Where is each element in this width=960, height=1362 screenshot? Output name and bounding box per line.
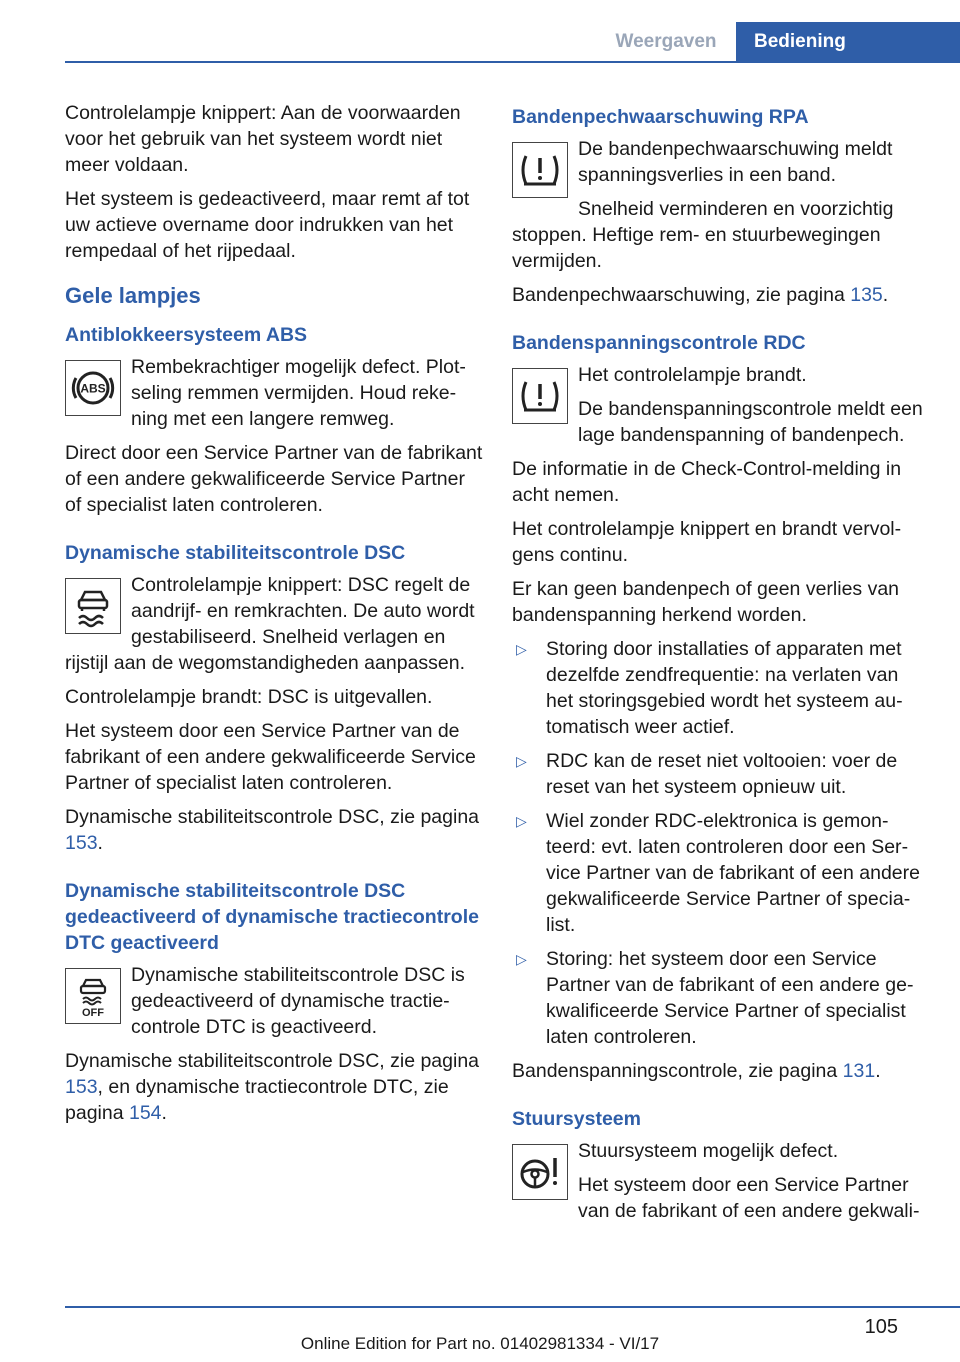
- subsection-title-abs: Antiblokkeersysteem ABS: [65, 324, 308, 346]
- page-link[interactable]: 154: [128, 1102, 162, 1124]
- right-column: [512, 100, 926, 1232]
- subsection-title-rpa: Bandenpechwaarschuwing RPA: [512, 106, 809, 128]
- page-header: [0, 0, 960, 62]
- page-link[interactable]: 135: [850, 284, 883, 306]
- tire-warning-icon: [512, 142, 568, 198]
- dsc-icon: [65, 578, 121, 634]
- paragraph: Het systeem door een Service Partner van de fabrikant of een andere gekwali-: [578, 1174, 920, 1222]
- paragraph: Het systeem is gedeactiveerd, maar remt af tot uw actieve overname door indrukken van het rempedaal of het rijpedaal.: [65, 188, 470, 262]
- edition-footer: Online Edition for Part no. 01402981334 - VI/17: [300, 1334, 660, 1353]
- header-rule: [65, 61, 960, 63]
- triangle-bullet-icon: ▷: [516, 641, 527, 657]
- paragraph: Het systeem door een Service Partner van de fabrikant of een andere gekwalificeerde Service Partner of specialist laten controleren.: [65, 720, 476, 794]
- paragraph: Snelheid verminderen en voorzichtig stoppen. Heftige rem- en stuurbewegingen vermijden.: [512, 198, 894, 272]
- paragraph: Controlelampje knippert: DSC regelt de aandrijf- en remkrachten. De auto wordt gestabiliseerd. Snelheid verlagen en rijstijl aan de wegomstandigheden aanpassen.: [65, 574, 475, 674]
- triangle-bullet-icon: ▷: [516, 753, 527, 769]
- tab-bediening[interactable]: Bediening: [736, 22, 960, 62]
- subsection-title-dsc: Dynamische stabiliteitscontrole DSC: [65, 542, 406, 564]
- steering-warning-icon: [512, 1144, 568, 1200]
- paragraph: De informatie in de Check-Control-melding in acht nemen.: [512, 458, 902, 506]
- triangle-bullet-icon: ▷: [516, 951, 527, 967]
- paragraph: Bandenspanningscontrole, zie pagina 131.: [512, 1060, 881, 1082]
- paragraph: Controlelampje brandt: DSC is uitgevallen.: [65, 686, 433, 708]
- list-item: ▷ Storing: het systeem door een Service Partner van de fabrikant of een andere gekwalificeerde Service Partner of specialist laten controleren.: [516, 948, 914, 1048]
- footer-rule: [65, 1306, 960, 1308]
- subsection-title-steering: Stuursysteem: [512, 1108, 641, 1130]
- list-item: ▷ Wiel zonder RDC-elektronica is gemonteerd: evt. laten controleren door een Service Partner van de fabrikant of een andere gekwalificeerde Service Partner of specialist.: [516, 810, 920, 936]
- paragraph: Bandenpechwaarschuwing, zie pagina 135.: [512, 284, 889, 306]
- tire-pressure-icon: [512, 368, 568, 424]
- left-column: [65, 100, 483, 1134]
- bullet-list: [512, 636, 926, 1050]
- list-item: ▷ Storing door installaties of apparaten met dezelfde zendfrequentie: na verlaten van het storingsgebied wordt het systeem automatisch weer actief.: [516, 638, 903, 738]
- paragraph: Dynamische stabiliteitscontrole DSC is gedeactiveerd of dynamische tractiecontrole DTC is geactiveerd.: [131, 964, 465, 1038]
- paragraph: Direct door een Service Partner van de fabrikant of een andere gekwalificeerde Service Partner of specialist laten controleren.: [65, 442, 483, 516]
- page-link[interactable]: 153: [65, 1076, 98, 1098]
- paragraph: Rembekrachtiger mogelijk defect. Plotseling remmen vermijden. Houd rekening met een langere remweg.: [131, 356, 466, 430]
- paragraph: Controlelampje knippert: Aan de voorwaarden voor het gebruik van het systeem wordt niet meer voldaan.: [65, 102, 461, 176]
- section-title: Gele lampjes: [65, 283, 201, 308]
- paragraph: Het controlelampje knippert en brandt vervolgens continu.: [512, 518, 902, 566]
- tab-weergaven[interactable]: Weergaven: [615, 31, 717, 52]
- paragraph: Het controlelampje brandt.: [578, 364, 807, 386]
- paragraph: Stuursysteem mogelijk defect.: [578, 1140, 839, 1162]
- page-link[interactable]: 153: [65, 832, 98, 854]
- subsection-title-dtc: Dynamische stabiliteitscontrole DSC gedeactiveerd of dynamische tractiecontrole DTC geactiveerd: [65, 880, 479, 954]
- svg-text:OFF: OFF: [82, 1007, 104, 1018]
- page-link[interactable]: 131: [842, 1060, 876, 1082]
- paragraph: De bandenspanningscontrole meldt een lage bandenspanning of bandenpech.: [578, 398, 923, 446]
- subsection-title-rdc: Bandenspanningscontrole RDC: [512, 332, 806, 354]
- triangle-bullet-icon: ▷: [516, 813, 527, 829]
- paragraph: Dynamische stabiliteitscontrole DSC, zie pagina 153, en dynamische tractiecontrole DTC, zie pagina 154.: [65, 1050, 480, 1124]
- paragraph: Er kan geen bandenpech of geen verlies van bandenspanning herkend worden.: [512, 578, 900, 626]
- paragraph: Dynamische stabiliteitscontrole DSC, zie pagina 153.: [65, 806, 480, 854]
- list-item: ▷ RDC kan de reset niet voltooien: voer de reset van het systeem opnieuw uit.: [516, 750, 898, 798]
- abs-warning-icon: [65, 360, 121, 416]
- page-number: 105: [864, 1316, 898, 1338]
- dsc-off-icon: [65, 968, 121, 1024]
- svg-text:ABS: ABS: [80, 381, 106, 396]
- paragraph: De bandenpechwaarschuwing meldt spanningsverlies in een band.: [578, 138, 893, 186]
